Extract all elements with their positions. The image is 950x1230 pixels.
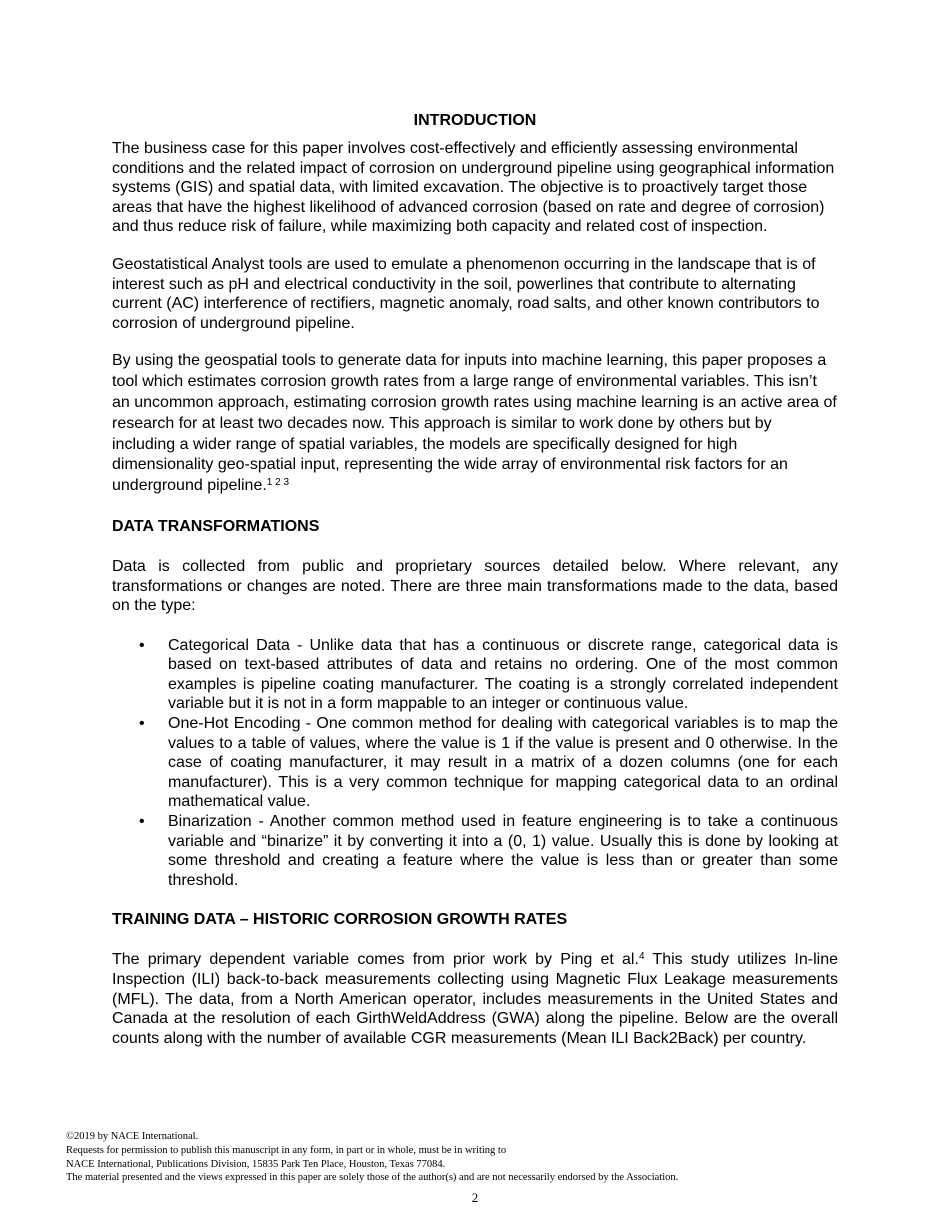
bullet-icon: •	[139, 636, 145, 654]
copyright-footer	[66, 1130, 896, 1185]
intro-paragraph-3-text: By using the geospatial tools to generate data for inputs into machine learning, this paper proposes a tool which estimates corrosion growth rates from a large range of environmental variables. This isn’t an uncommon approach, estimating corrosion growth rates using machine learning is an active area of research for at least two decades now. This approach is similar to work done by others but by including a wider range of spatial variables, the models are specifically designed for high dimensionality geo-spatial input, representing the wide array of environmental risk factors for an underground pipeline.	[112, 352, 837, 495]
intro-paragraph-1: The business case for this paper involves cost-effectively and efficiently assessing environmental conditions and the related impact of corrosion on underground pipeline using geographical information systems (GIS) and spatial data, with limited excavation. The objective is to proactively target those areas that have the highest likelihood of advanced corrosion (based on rate and degree of corrosion) and thus reduce risk of failure, while maximizing both capacity and related cost of inspection.	[112, 140, 835, 236]
intro-paragraph-3	[112, 351, 838, 497]
data-transformations-paragraph: Data is collected from public and proprietary sources detailed below. Where relevant, any transformations or changes are noted. There are three main transformations made to the data, based on the type:	[112, 557, 838, 615]
training-data-text-start: The primary dependent variable comes from prior work by Ping et al.	[112, 951, 639, 969]
training-data-footnote-ref: 4	[638, 951, 645, 963]
permission-line: Requests for permission to publish this manuscript in any form, in part or in whole, must be in writing to	[66, 1144, 507, 1156]
intro-paragraph-2: Geostatistical Analyst tools are used to emulate a phenomenon occurring in the landscape that is of interest such as pH and electrical conductivity in the soil, powerlines that contribute to alternating current (AC) interference of rectifiers, magnetic anomaly, road salts, and other known contributors to corrosion of underground pipeline.	[112, 255, 820, 332]
disclaimer-line: The material presented and the views expressed in this paper are solely those of the author(s) and are not necessarily endorsed by the Association.	[66, 1172, 679, 1184]
copyright-line: ©2019 by NACE International.	[66, 1131, 199, 1142]
body-content	[112, 111, 838, 1048]
page-number: 2	[471, 1190, 479, 1205]
bullet-icon: •	[139, 813, 145, 831]
training-data-heading: TRAINING DATA – HISTORIC CORROSION GROWTH RATES	[112, 911, 568, 929]
list-item-text: Binarization - Another common method used in feature engineering is to take a continuous variable and “binarize” it by converting it into a (0, 1) value. Usually this is done by looking at some threshold and creating a feature where the value is less than or greater than some threshold.	[168, 813, 838, 889]
bullet-icon: •	[139, 715, 145, 733]
training-data-paragraph	[112, 950, 838, 1048]
list-item	[112, 636, 838, 714]
intro-footnote-refs: 1 2 3	[266, 477, 290, 489]
address-line: NACE International, Publications Division, 15835 Park Ten Place, Houston, Texas 77084.	[66, 1158, 446, 1170]
training-data-text-end: This study utilizes In-line Inspection (ILI) back-to-back measurements collecting using Magnetic Flux Leakage measurements (MFL). The data, from a North American operator, includes measurements in the United States and Canada at the resolution of each GirthWeldAddress (GWA) along the pipeline. Below are the overall counts along with the number of available CGR measurements (Mean ILI Back2Back) per country.	[112, 951, 838, 1047]
list-item-text: Categorical Data - Unlike data that has a continuous or discrete range, categorical data is based on text-based attributes of data and retains no ordering. One of the most common examples is pipeline coating manufacturer. The coating is a strongly correlated independent variable but it is not in a form mappable to an integer or continuous value.	[168, 636, 838, 713]
introduction-heading: INTRODUCTION	[413, 112, 537, 129]
list-item-text: One-Hot Encoding - One common method for dealing with categorical variables is to map the values to a table of values, where the value is 1 if the value is present and 0 otherwise. In the case of coating manufacturer, it may result in a matrix of a dozen columns (one for each manufacturer). This is a very common technique for mapping categorical data to an ordinal mathematical value.	[168, 715, 838, 811]
transformation-list	[112, 636, 838, 891]
list-item	[112, 714, 838, 812]
data-transformations-heading: DATA TRANSFORMATIONS	[112, 517, 320, 535]
list-item	[112, 812, 838, 890]
